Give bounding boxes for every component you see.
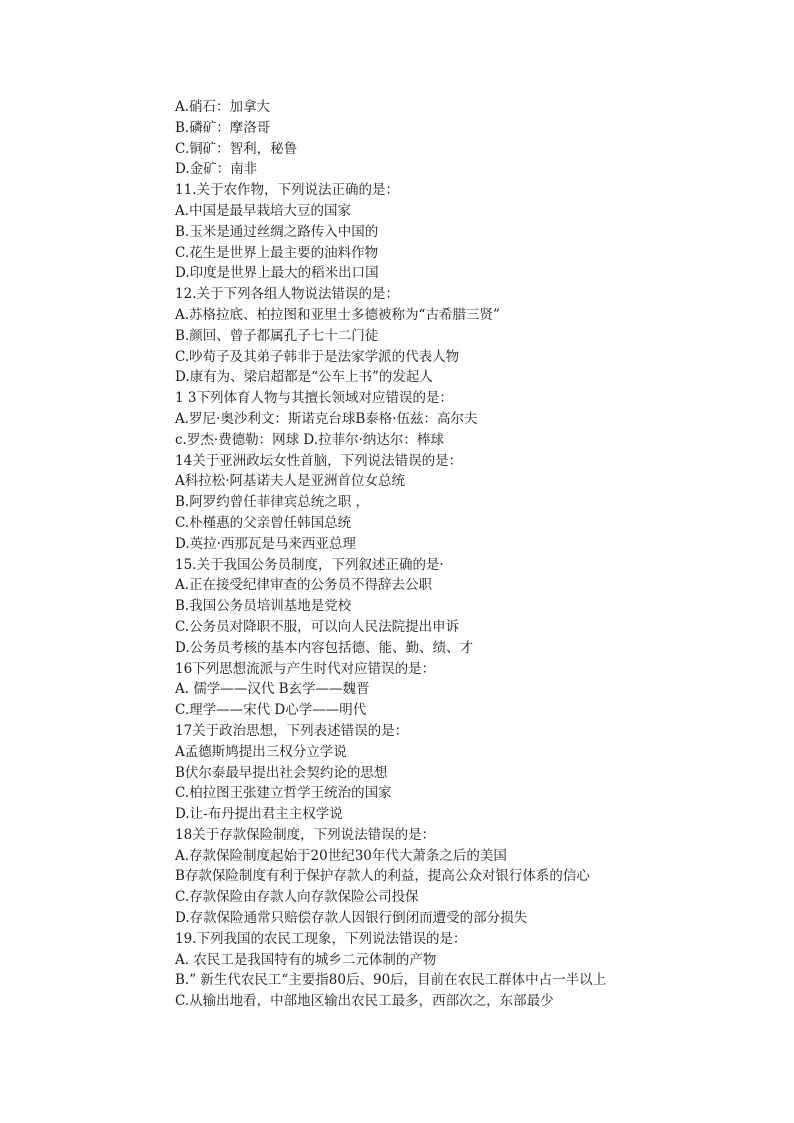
text-line: A.硝石：加拿大: [175, 99, 271, 115]
text-line: C.铜矿：智利，秘鲁: [175, 140, 298, 157]
text-line: B.我国公务员培训基地是党校: [175, 598, 352, 615]
text-line: C.朴槿惠的父亲曾任韩国总统: [175, 514, 352, 531]
question-14: 14关于亚洲政坛女性首脑，下列说法错误的是：: [175, 452, 463, 469]
text-line: A科拉松·阿基诺夫人是亚洲首位女总统: [175, 473, 406, 490]
question-19: 19.下列我国的农民工现象，下列说法错误的是：: [175, 930, 467, 947]
text-line: A.存款保险制度起始于20世纪30年代大萧条之后的美国: [175, 847, 507, 864]
text-line: C.理学——宋代 D心学——明代: [175, 702, 367, 719]
document-body: [175, 97, 735, 1012]
text-line: D.公务员考核的基本内容包括德、能、勤、绩、才: [175, 639, 474, 656]
text-line: C.公务员对降职不服，可以向人民法院提出申诉: [175, 618, 460, 635]
text-line: B.” 新生代农民工“主要指80后、90后，目前在农民工群体中占一半以上: [175, 972, 607, 989]
text-line: C.吵荀子及其弟子韩非于是法家学派的代表人物: [175, 348, 460, 365]
text-line: C.存款保险由存款人向存款保险公司投保: [175, 889, 419, 906]
text-line: D.康有为、梁启超都是“公车上书”的发起人: [175, 369, 433, 386]
text-line: D.让-布丹提出君主主权学说: [175, 806, 343, 823]
text-line: C.从输出地看，中部地区输出农民工最多，西部次之，东部最少: [175, 993, 554, 1010]
question-18: 18关于存款保险制度，下列说法错误的是：: [175, 826, 436, 843]
text-line: A. 儒学——汉代 B玄学——魏晋: [175, 681, 370, 698]
question-15: 15.关于我国公务员制度，下列叙述正确的是·: [175, 556, 444, 573]
text-line: A孟德斯鸠提出三权分立学说: [175, 743, 347, 760]
text-line: c.罗杰·费德勒：网球 D.拉菲尔·纳达尔：棒球: [175, 431, 444, 448]
question-17: 17关于政治思想，下列表述错误的是：: [175, 722, 409, 739]
question-11: 11.关于农作物，下列说法正确的是：: [175, 182, 399, 199]
question-12: 12.关于下列各组人物说法错误的是：: [175, 286, 399, 303]
text-line: D.印度是世界上最大的稻米出口国: [175, 265, 379, 282]
text-line: C.柏拉图王张建立哲学王统治的国家: [175, 785, 392, 802]
text-line: D.英拉·西那瓦是马来西亚总理: [175, 535, 356, 552]
text-line: B.磷矿：摩洛哥: [175, 119, 271, 136]
text-line: D.存款保险通常只赔偿存款人因银行倒闭而遭受的部分损失: [175, 910, 528, 927]
text-line: B伏尔泰最早提出社会契约论的思想: [175, 764, 388, 781]
question-16: 16下列思想流派与产生时代对应错误的是：: [175, 660, 436, 677]
text-line: C.花生是世界上最主要的油料作物: [175, 244, 379, 261]
text-line: A.罗尼·奥沙利文：斯诺克台球B泰格·伍兹：高尔夫: [175, 410, 478, 427]
text-line: B.颜回、曾子都属孔子七十二门徒: [175, 327, 379, 344]
text-line: B.阿罗约曾任菲律宾总统之职 ，: [175, 494, 370, 511]
text-line: B存款保险制度有利于保护存款人的利益，提高公众对银行体系的信心: [175, 868, 590, 885]
text-line: B.玉米是通过丝绸之路传入中国的: [175, 223, 379, 240]
text-line: A. 农民工是我国特有的城乡二元体制的产物: [175, 951, 437, 968]
text-line: A.中国是最早栽培大豆的国家: [175, 202, 352, 219]
text-line: A.苏格拉底、柏拉图和亚里士多德被称为“古希腊三贤”: [175, 306, 500, 323]
text-line: D.金矿：南非: [175, 161, 258, 178]
text-line: A.正在接受纪律审查的公务员不得辞去公职: [175, 577, 433, 594]
question-13: 1 3下列体育人物与其擅长领域对应错误的是：: [175, 390, 453, 407]
